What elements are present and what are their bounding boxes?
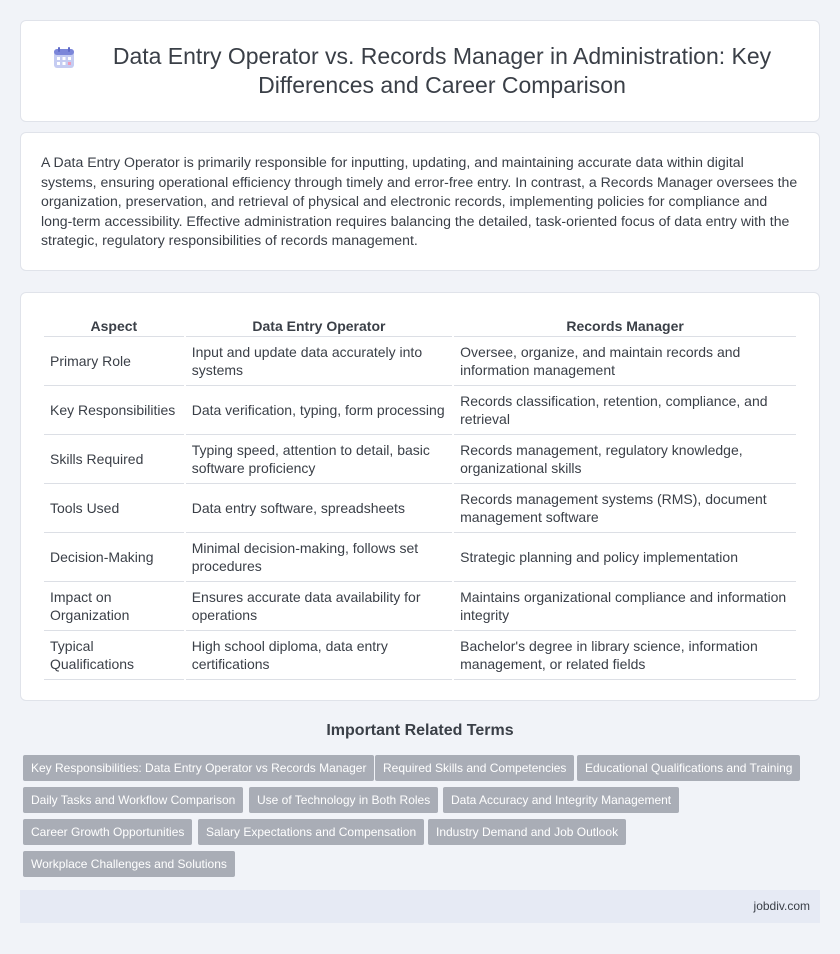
tag-use-of-technology[interactable]: Use of Technology in Both Roles: [249, 787, 438, 813]
related-terms-title: Important Related Terms: [326, 722, 514, 739]
tag-daily-tasks[interactable]: Daily Tasks and Workflow Comparison: [23, 787, 243, 813]
tag-key-responsibilities[interactable]: Key Responsibilities: Data Entry Operator vs Records Manager: [23, 755, 374, 781]
row-records-manager: Maintains organizational compliance and information integrity: [454, 582, 796, 631]
intro-card: [20, 132, 820, 271]
row-data-entry-operator: Data entry software, spreadsheets: [186, 484, 452, 533]
table-row: [44, 435, 796, 484]
table-row: [44, 631, 796, 680]
row-aspect: Primary Role: [44, 337, 184, 386]
row-records-manager: Records management systems (RMS), document management software: [454, 484, 796, 533]
row-aspect: Key Responsibilities: [44, 386, 184, 435]
tag-industry-demand[interactable]: Industry Demand and Job Outlook: [428, 819, 626, 845]
tag-workplace-challenges[interactable]: Workplace Challenges and Solutions: [23, 851, 235, 877]
tag-data-accuracy[interactable]: Data Accuracy and Integrity Management: [443, 787, 679, 813]
header-aspect: Aspect: [44, 315, 184, 337]
row-data-entry-operator: Input and update data accurately into systems: [186, 337, 452, 386]
footer-site-link[interactable]: jobdiv.com: [753, 899, 810, 913]
row-records-manager: Records classification, retention, compliance, and retrieval: [454, 386, 796, 435]
table-header-row: [44, 315, 796, 337]
footer: [20, 890, 820, 923]
row-records-manager: Records management, regulatory knowledge, organizational skills: [454, 435, 796, 484]
table-row: [44, 582, 796, 631]
tag-career-growth[interactable]: Career Growth Opportunities: [23, 819, 192, 845]
row-aspect: Typical Qualifications: [44, 631, 184, 680]
row-aspect: Decision-Making: [44, 533, 184, 582]
calendar-icon: [51, 45, 77, 71]
tag-educational-qualifications[interactable]: Educational Qualifications and Training: [577, 755, 800, 781]
tag-salary-expectations[interactable]: Salary Expectations and Compensation: [198, 819, 424, 845]
row-data-entry-operator: Data verification, typing, form processing: [186, 386, 452, 435]
comparison-table-card: [20, 292, 820, 701]
row-aspect: Skills Required: [44, 435, 184, 484]
row-aspect: Impact on Organization: [44, 582, 184, 631]
row-records-manager: Oversee, organize, and maintain records and information management: [454, 337, 796, 386]
header-data-entry-operator: Data Entry Operator: [186, 315, 452, 337]
table-row: [44, 484, 796, 533]
row-data-entry-operator: Minimal decision-making, follows set procedures: [186, 533, 452, 582]
row-data-entry-operator: Ensures accurate data availability for operations: [186, 582, 452, 631]
row-records-manager: Bachelor's degree in library science, information management, or related fields: [454, 631, 796, 680]
header-card: [20, 20, 820, 122]
comparison-table: [42, 315, 798, 680]
row-data-entry-operator: Typing speed, attention to detail, basic software proficiency: [186, 435, 452, 484]
table-row: [44, 386, 796, 435]
header-records-manager: Records Manager: [454, 315, 796, 337]
table-row: [44, 337, 796, 386]
row-aspect: Tools Used: [44, 484, 184, 533]
row-data-entry-operator: High school diploma, data entry certifications: [186, 631, 452, 680]
row-records-manager: Strategic planning and policy implementation: [454, 533, 796, 582]
intro-paragraph: A Data Entry Operator is primarily responsible for inputting, updating, and maintaining accurate data within digital systems, ensuring operational efficiency through timely and error-free entry. In contrast, a Records Manager oversees the organization, preservation, and retrieval of physical and electronic records, implementing policies for compliance and long-term accessibility. Effective administration requires balancing the detailed, task-oriented focus of data entry with the strategic, regulatory responsibilities of records management.: [41, 154, 798, 249]
page-title: Data Entry Operator vs. Records Manager in Administration: Key Differences and Career Comparison: [112, 43, 772, 98]
tag-required-skills[interactable]: Required Skills and Competencies: [375, 755, 574, 781]
table-row: [44, 533, 796, 582]
